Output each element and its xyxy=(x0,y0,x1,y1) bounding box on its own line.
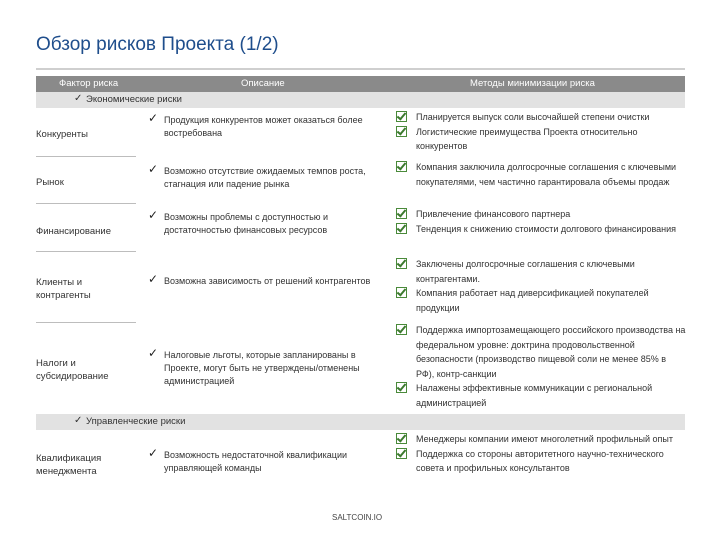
checkmark-icon: ✓ xyxy=(148,162,159,176)
description-cell xyxy=(148,208,388,237)
row-divider xyxy=(36,251,136,252)
checkmark-icon: ✓ xyxy=(148,446,159,460)
check-icon: ✓ xyxy=(74,93,83,104)
description-text: Налоговые льготы, которые запланированы в Проекте, могут быть не утверждены/отменены администрацией xyxy=(164,350,360,386)
description-cell xyxy=(148,346,388,388)
method-item xyxy=(394,207,686,222)
method-item xyxy=(394,160,686,189)
method-text: Планируется выпуск соли высочайшей степени очистки xyxy=(416,112,650,122)
title-divider xyxy=(36,68,685,70)
checkbox-icon xyxy=(396,161,407,172)
header-factor: Фактор риска xyxy=(59,78,119,89)
method-item xyxy=(394,110,686,125)
method-item xyxy=(394,381,686,410)
checkbox-icon xyxy=(396,324,407,335)
factor-cell: Клиенты и контрагенты xyxy=(36,277,91,301)
description-cell xyxy=(148,272,388,288)
methods-cell xyxy=(394,160,686,189)
methods-cell xyxy=(394,207,686,236)
method-text: Поддержка со стороны авторитетного научно-технического совета и профильных консультантов xyxy=(416,448,664,474)
checkbox-icon xyxy=(396,382,407,393)
description-text: Возможно отсутствие ожидаемых темпов роста, стагнация или падение рынка xyxy=(164,166,366,189)
checkmark-icon: ✓ xyxy=(148,111,159,125)
methods-cell xyxy=(394,257,686,315)
method-text: Менеджеры компании имеют многолетний профильный опыт xyxy=(416,434,674,444)
header-description: Описание xyxy=(241,78,285,89)
factor-cell: Налоги и субсидирование xyxy=(36,358,109,382)
checkbox-icon xyxy=(396,126,407,137)
checkbox-icon xyxy=(396,208,407,219)
description-cell xyxy=(148,111,388,140)
description-text: Продукция конкурентов может оказаться более востребована xyxy=(164,115,363,138)
factor-cell: Финансирование xyxy=(36,226,111,237)
methods-cell xyxy=(394,323,686,411)
method-item xyxy=(394,125,686,154)
methods-cell xyxy=(394,110,686,154)
method-item xyxy=(394,323,686,381)
method-text: Компания работает над диверсификацией покупателей продукции xyxy=(416,288,649,313)
table-header xyxy=(36,76,685,92)
checkbox-icon xyxy=(396,223,407,234)
factor-cell: Квалификация менеджмента xyxy=(36,453,102,477)
method-text: Заключены долгосрочные соглашения с ключевыми контрагентами. xyxy=(416,259,635,284)
method-text: Поддержка импортозамещающего российского производства на федеральном уровне: доктрина продовольственной безопасности (производство пищевой соли не менее 85% в РФ), контр-санкции xyxy=(416,325,686,379)
method-text: Логистические преимущества Проекта относительно конкурентов xyxy=(416,126,638,152)
section-management xyxy=(36,414,685,430)
method-text: Тенденция к снижению стоимости долгового финансирования xyxy=(416,223,677,234)
method-item xyxy=(394,257,686,286)
method-item xyxy=(394,286,686,315)
description-text: Возможна зависимость от решений контрагентов xyxy=(164,276,371,286)
method-item xyxy=(394,222,686,237)
checkbox-icon xyxy=(396,433,407,444)
section-economic xyxy=(36,92,685,108)
checkmark-icon: ✓ xyxy=(148,208,159,222)
check-icon: ✓ xyxy=(74,415,83,426)
footer-site: SALTCOIN.IO xyxy=(332,513,383,522)
factor-cell: Рынок xyxy=(36,177,64,188)
checkbox-icon xyxy=(396,111,407,122)
factor-cell: Конкуренты xyxy=(36,129,88,140)
description-cell xyxy=(148,446,388,475)
row-divider xyxy=(36,203,136,204)
method-item xyxy=(394,432,686,447)
checkmark-icon: ✓ xyxy=(148,346,159,360)
method-item xyxy=(394,447,686,476)
checkbox-icon xyxy=(396,448,407,459)
page-title: Обзор рисков Проекта (1/2) xyxy=(36,34,279,55)
method-text: Компания заключила долгосрочные соглашения с ключевыми покупателями, чем частично гарантировала объемы продаж xyxy=(416,162,677,187)
checkbox-icon xyxy=(396,258,407,269)
description-text: Возможны проблемы с доступностью и достаточностью финансовых ресурсов xyxy=(164,212,329,235)
section-management-label: Управленческие риски xyxy=(86,416,186,427)
method-text: Привлечение финансового партнера xyxy=(416,209,571,219)
method-text: Налажены эффективные коммуникации с региональной администрацией xyxy=(416,383,653,408)
row-divider xyxy=(36,322,136,323)
checkbox-icon xyxy=(396,287,407,298)
header-methods: Методы минимизации риска xyxy=(470,78,595,89)
description-text: Возможность недостаточной квалификации управляющей команды xyxy=(164,450,348,473)
row-divider xyxy=(36,156,136,157)
methods-cell xyxy=(394,432,686,476)
section-economic-label: Экономические риски xyxy=(86,94,182,105)
checkmark-icon: ✓ xyxy=(148,272,159,286)
description-cell xyxy=(148,162,388,191)
